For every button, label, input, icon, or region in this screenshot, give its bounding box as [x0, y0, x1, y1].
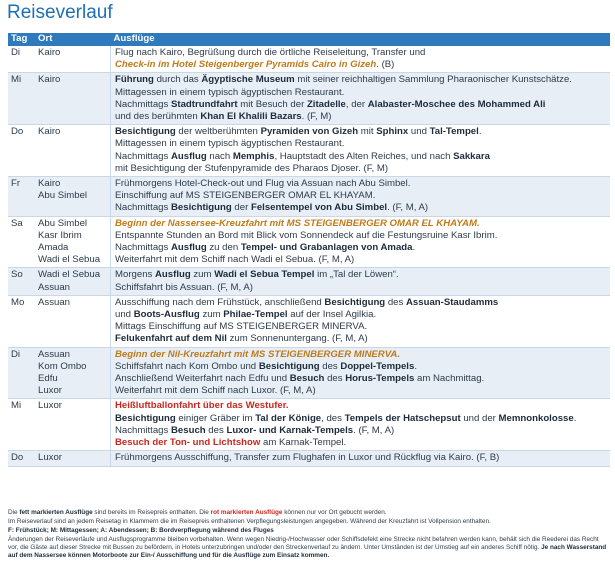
excursion-line [115, 333, 610, 345]
text-segment: zum [199, 309, 224, 321]
text-segment: Mittagessen in einem typisch ägyptischen Restaurant. [115, 138, 345, 150]
cruise-highlight: Beginn der Nassersee-Kreuzfahrt mit MS STEIGENBERGER OMAR EL KHAYAM. [115, 217, 480, 229]
bold-text: Besuch [170, 424, 206, 436]
text-segment: nach [206, 150, 233, 162]
excursion-line [115, 373, 610, 385]
excursion-cell [111, 73, 611, 125]
bold-text: Tempel- und Grabanlagen von Amada [240, 242, 413, 254]
bold-text: Je nach Wasserstand auf dem Nassersee können Motorboote zur Ein-/ Ausschiffung und für die Ausflüge zum Einsatz kommen. [8, 544, 607, 560]
day-cell: Mi [8, 399, 35, 451]
excursion-line [115, 400, 610, 412]
excursion-line [115, 282, 610, 294]
excursion-line [115, 385, 610, 397]
place-name: Assuan [38, 348, 70, 360]
bold-text: Pyramiden von Gizeh [260, 126, 359, 138]
place-name: Edfu [38, 373, 58, 385]
text-segment: des [205, 424, 227, 436]
bold-text: Besichtigung [115, 126, 176, 138]
place-name: Assuan [38, 281, 70, 293]
excursion-line [115, 126, 610, 138]
place-name: Kairo [38, 126, 61, 138]
excursion-line [115, 425, 610, 437]
text-segment: des [324, 373, 346, 385]
bold-text: Philae-Tempel [223, 309, 288, 321]
text-segment: Weiterfahrt mit dem Schiff nach Luxor. (F, M, A) [115, 385, 316, 397]
bold-text: Assuan-Staudamms [405, 296, 499, 308]
text-segment: zu den [206, 242, 241, 254]
bold-text: Wadi el Sebua Tempel [214, 269, 315, 281]
text-segment: mit Besichtigung der Stufenpyramide des Pharaos Djoser. (F, M) [115, 162, 389, 174]
place-name: Kairo [38, 178, 61, 190]
excursion-line [115, 452, 610, 464]
excursion-line [115, 309, 610, 321]
footnote-line [8, 509, 610, 517]
table-row [8, 125, 610, 177]
text-segment: Nachmittags [115, 242, 171, 254]
bold-text: Sphinx [376, 126, 409, 138]
text-segment: und [408, 126, 430, 138]
excursion-line [115, 87, 610, 99]
place-cell [35, 177, 111, 217]
text-segment: können nur vor Ort gebucht werden. [282, 509, 387, 516]
place-name: Kasr Ibrim [38, 229, 82, 241]
bold-text: Besichtigung [324, 296, 386, 308]
text-segment: Die [8, 509, 20, 516]
cruise-highlight: Check-in im Hotel Steigenberger Pyramids Cairo in Gizeh [115, 59, 377, 71]
text-segment: der [231, 202, 251, 214]
text-segment: Schiffsfahrt nach Kom Ombo und [115, 360, 259, 372]
bold-text: Ausflug [170, 150, 207, 162]
excursion-line [115, 178, 610, 190]
footnote-line [8, 536, 610, 560]
bold-text: Ausflug [155, 269, 191, 281]
place-name: Wadi el Sebua [38, 269, 101, 281]
excursion-line [115, 230, 610, 242]
place-cell [35, 347, 111, 399]
bold-text: Führung [115, 74, 154, 86]
text-segment: Nachmittags [115, 150, 171, 162]
bold-text: Stadtrundfahrt [170, 98, 238, 110]
excursion-cell [111, 295, 611, 347]
table-row [8, 268, 610, 295]
excursion-line [115, 138, 610, 150]
excursion-cell [111, 268, 611, 295]
text-segment: Nachmittags [115, 424, 171, 436]
text-segment: im „Tal der Löwen“. [314, 269, 399, 281]
bold-text: Ägyptische Museum [201, 74, 295, 86]
text-segment: , der [345, 98, 368, 110]
text-segment: . [414, 360, 417, 372]
text-segment: mit Besuch der [237, 98, 307, 110]
day-cell: Fr [8, 177, 35, 217]
text-segment: Anschließend Weiterfahrt nach Edfu und [115, 373, 290, 385]
excursion-cell [111, 216, 611, 268]
text-segment: Mittagessen in einem typisch ägyptischen Restaurant. [115, 86, 345, 98]
cruise-highlight: Beginn der Nil-Kreuzfahrt mit MS STEIGENBERGER MINERVA. [115, 348, 400, 360]
place-name: Kom Ombo [38, 360, 87, 372]
bold-text: Doppel-Tempels [340, 360, 415, 372]
place-name: Luxor [38, 385, 62, 397]
bold-text: Zitadelle [306, 98, 346, 110]
itinerary-table [8, 33, 610, 467]
text-segment: Mittags Einschiffung auf MS STEIGENBERGER MINERVA. [115, 321, 368, 333]
place-cell [35, 216, 111, 268]
bold-text: fett markierten Ausflüge [19, 509, 93, 516]
table-row [8, 399, 610, 451]
bold-text: Tal der Könige [255, 412, 322, 424]
bold-text: Memphis [232, 150, 275, 162]
table-row [8, 177, 610, 217]
excursion-cell [111, 347, 611, 399]
text-segment: mit seiner reichhaltigen Sammlung Pharaonischer Kunstschätze. [294, 74, 572, 86]
text-segment: Frühmorgens Hotel-Check-out und Flug via Assuan nach Abu Simbel. [115, 178, 411, 190]
excursion-line [115, 163, 610, 175]
bold-text: Ausflug [170, 242, 207, 254]
text-segment: und der [460, 412, 499, 424]
text-segment: durch das [153, 74, 202, 86]
text-segment: , des [321, 412, 345, 424]
excursion-line [115, 190, 610, 202]
place-cell [35, 125, 111, 177]
text-segment: . [412, 242, 416, 254]
day-cell: Do [8, 125, 35, 177]
day-cell: Di [8, 46, 35, 73]
text-segment: . [478, 126, 482, 138]
text-segment: am Karnak-Tempel. [260, 437, 347, 449]
text-segment: Weiterfahrt mit dem Schiff nach Wadi el Sebua. (F, M, A) [115, 254, 355, 266]
text-segment: Schiffsfahrt bis Assuan. (F, M, A) [115, 281, 253, 293]
excursion-line [115, 111, 610, 123]
place-cell [35, 73, 111, 125]
itinerary-body [8, 46, 610, 466]
excursion-line [115, 74, 610, 86]
table-row [8, 347, 610, 399]
excursion-line [115, 437, 610, 449]
text-segment: auf der Insel Agilkia. [287, 309, 377, 321]
text-segment: zum [190, 269, 215, 281]
footnotes [8, 509, 610, 562]
text-segment: Frühmorgens Ausschiffung, Transfer zum Flughafen in Luxor und Rückflug via Kairo. (F, B) [115, 452, 500, 464]
excursion-cell [111, 399, 611, 451]
header-excursions: Ausflüge [111, 33, 611, 46]
bold-text: Boots-Ausflug [133, 309, 200, 321]
text-segment: des [319, 360, 341, 372]
bold-text: Luxor- und Karnak-Tempels [226, 424, 354, 436]
table-row [8, 216, 610, 268]
bold-text: Besuch [289, 373, 325, 385]
bold-text: Besichtigung [115, 412, 176, 424]
table-row [8, 46, 610, 73]
excursion-line [115, 269, 610, 281]
table-row [8, 451, 610, 466]
optional-excursion: Ton- und Lichtshow [169, 437, 261, 449]
excursion-line [115, 242, 610, 254]
excursion-line [115, 349, 610, 361]
bold-text: Khan El Khalili Bazars [200, 111, 302, 123]
text-segment: und [115, 309, 134, 321]
text-segment: Im Reiseverlauf sind an jedem Reisetag in Klammern die im Reisepreis enthaltenen Verpflegungsleistungen angegeben. Während der Kreuzfahrt ist Vollpension enthalten. [8, 518, 491, 526]
place-name: Amada [38, 242, 69, 254]
place-cell [35, 46, 111, 73]
place-cell [35, 399, 111, 451]
day-cell: Sa [8, 216, 35, 268]
excursion-line [115, 47, 610, 59]
optional-excursion: rot markierten Ausflüge [210, 509, 283, 516]
bold-text: Sakkara [453, 150, 490, 162]
bold-text: Horus-Tempels [345, 373, 415, 385]
text-segment: und des berühmten [115, 111, 201, 123]
bold-text: Besichtigung [258, 360, 320, 372]
text-segment: Flug nach Kairo, Begrüßung durch die örtliche Reiseleitung, Transfer und [115, 47, 426, 58]
text-segment: Morgens [115, 269, 155, 281]
text-segment: Ausschiffung nach dem Frühstück, anschließend [115, 296, 325, 308]
excursion-line [115, 218, 610, 230]
text-segment: Änderungen der Reiseverläufe und Ausflugsprogramme bleiben vorbehalten. Wenn wegen Niedrig-/Hochwasser oder Schiffsdefekt eine Strecke nicht befahren werden kann, behält sich die Reederei das Recht vor, die Gäste auf dieser Strecke mit Bussen zu befördern, in Hotels unterzubringen und/oder den Streckenverlauf zu ändern. Unter Umständen ist der Umstieg auf ein anderes Schiff nötig. [8, 536, 599, 552]
text-segment: mit [358, 126, 377, 138]
excursion-cell [111, 451, 611, 466]
excursion-cell [111, 125, 611, 177]
place-name: Kairo [38, 74, 61, 86]
text-segment: Nachmittags [115, 202, 171, 214]
bold-text: Alabaster-Moschee des Mohammed Ali [367, 98, 546, 110]
day-cell: So [8, 268, 35, 295]
text-segment: . (F, M) [301, 111, 332, 123]
table-row [8, 295, 610, 347]
text-segment: sind bereits im Reisepreis enthalten. Die [92, 509, 211, 516]
day-cell: Di [8, 347, 35, 399]
text-segment: am Nachmittag. [414, 373, 485, 385]
bold-text: Felukenfahrt auf dem Nil [115, 333, 227, 345]
text-segment: , Hauptstadt des Alten Reiches, und nach [274, 150, 454, 162]
text-segment: zum Sonnenuntergang. (F, M, A) [226, 333, 368, 345]
place-name: Luxor [38, 400, 62, 412]
excursion-line [115, 59, 610, 71]
day-cell: Do [8, 451, 35, 466]
excursion-line [115, 202, 610, 214]
bold-text: Besichtigung [170, 202, 232, 214]
place-cell [35, 295, 111, 347]
text-segment: . (B) [376, 59, 395, 71]
place-name: Abu Simbel [38, 190, 88, 202]
text-segment: Nachmittags [115, 98, 171, 110]
text-segment: des [385, 296, 406, 308]
text-segment: . [573, 412, 577, 424]
place-name: Wadi el Sebua [38, 254, 101, 266]
place-name: Luxor [38, 452, 62, 464]
day-cell: Mi [8, 73, 35, 125]
excursion-line [115, 99, 610, 111]
excursion-line [115, 151, 610, 163]
bold-text: F: Frühstück; M: Mittagessen; A: Abendessen; B: Bordverpflegung während des Fluges [8, 527, 274, 535]
text-segment: . (F, M, A) [353, 424, 395, 436]
text-segment: einiger Gräber im [175, 412, 256, 424]
text-segment: der weltberühmten [175, 126, 261, 138]
text-segment: Einschiffung auf MS STEIGENBERGER OMAR EL KHAYAM. [115, 190, 376, 202]
bold-text: Tal-Tempel [429, 126, 479, 138]
table-header-row [8, 33, 610, 46]
footnote-line [8, 527, 610, 535]
excursion-line [115, 321, 610, 333]
place-name: Kairo [38, 47, 61, 58]
excursion-cell [111, 177, 611, 217]
optional-excursion: Heißluftballonfahrt über das Westufer. [115, 400, 289, 412]
excursion-line [115, 254, 610, 266]
optional-excursion: Besuch der [115, 437, 170, 449]
bold-text: Tempels der Hatschepsut [344, 412, 461, 424]
excursion-cell [111, 46, 611, 73]
header-place: Ort [35, 33, 111, 46]
footnote-line [8, 518, 610, 526]
table-row [8, 73, 610, 125]
day-cell: Mo [8, 295, 35, 347]
bold-text: Felsentempel von Abu Simbel [250, 202, 388, 214]
text-segment: Entspannte Stunden an Bord mit Blick vom Sonnendeck auf die Festungsruine Kasr Ibrim. [115, 229, 498, 241]
text-segment: . (F, M, A) [387, 202, 429, 214]
place-name: Assuan [38, 296, 70, 308]
page-title: Reiseverlauf [7, 2, 113, 23]
excursion-line [115, 361, 610, 373]
excursion-line [115, 413, 610, 425]
header-day: Tag [8, 33, 35, 46]
place-name: Abu Simbel [38, 217, 88, 229]
place-cell [35, 268, 111, 295]
excursion-line [115, 297, 610, 309]
place-cell [35, 451, 111, 466]
bold-text: Memnonkolosse [498, 412, 574, 424]
